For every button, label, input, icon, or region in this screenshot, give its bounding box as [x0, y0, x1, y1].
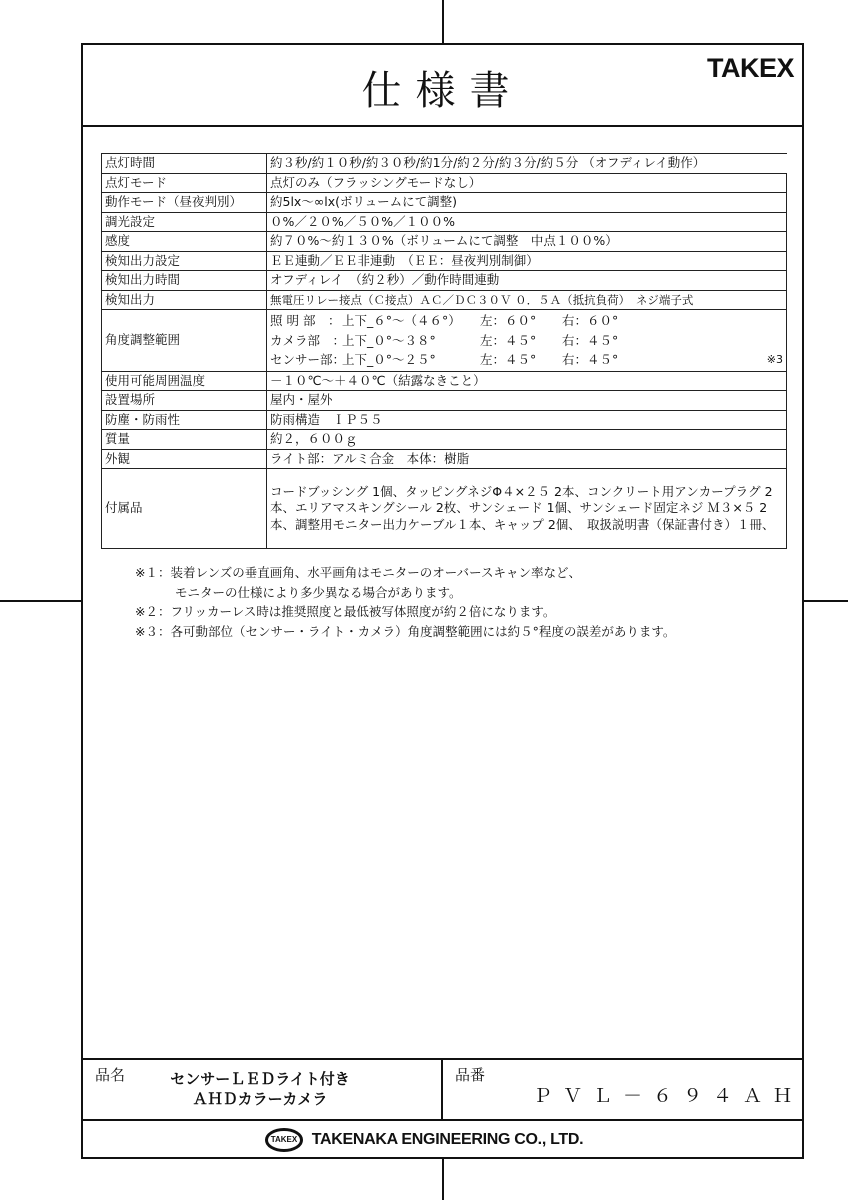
spec-value: －１０℃～＋４０℃（結露なきこと） [267, 371, 787, 391]
footnote-2: ※２：フリッカーレス時は推奨照度と最低被写体照度が約２倍になります。 [135, 604, 556, 619]
spec-value: 約5lx～∞lx(ボリュームにて調整) [267, 193, 787, 213]
table-row [102, 232, 787, 252]
footnotes [135, 563, 675, 641]
spec-label: 検知出力時間 [102, 271, 267, 291]
table-row-angle [102, 310, 787, 372]
spec-value: 防雨構造 ＩＰ５５ [267, 410, 787, 430]
product-name-label: 品名 [95, 1066, 126, 1084]
spec-label: 付属品 [102, 469, 267, 549]
table-row [102, 430, 787, 450]
spec-table [101, 153, 787, 549]
table-row [102, 391, 787, 411]
crop-mark-left [0, 600, 81, 602]
product-number: ＰＶＬ－６９４ＡＨ [533, 1085, 804, 1107]
table-row [102, 410, 787, 430]
spec-value: 屋内・屋外 [267, 391, 787, 411]
brand-logo: TAKEX [706, 53, 794, 83]
product-name: センサーＬＥＤライト付き ＡＨＤカラーカメラ [170, 1070, 350, 1108]
product-number-label: 品番 [455, 1066, 486, 1084]
angle-line-camera: カメラ部 ： 上下_０°～３８° 左：４５° 右：４５° [270, 332, 619, 348]
footer-divider-vertical [441, 1058, 443, 1120]
spec-value: ０%／２０%／５０%／１００% [267, 212, 787, 232]
table-row [102, 212, 787, 232]
spec-label: 感度 [102, 232, 267, 252]
header-section [83, 45, 802, 127]
spec-label: 防塵・防雨性 [102, 410, 267, 430]
spec-value: 約２，６００ｇ [267, 430, 787, 450]
spec-label: 検知出力 [102, 290, 267, 310]
spec-label: 使用可能周囲温度 [102, 371, 267, 391]
spec-value: ＥＥ連動／ＥＥ非連動 （ＥＥ：昼夜判別制御） [267, 251, 787, 271]
table-row [102, 271, 787, 291]
spec-value: ライト部：アルミ合金 本体：樹脂 [267, 449, 787, 469]
spec-label: 動作モード（昼夜判別） [102, 193, 267, 213]
table-row [102, 371, 787, 391]
spec-label: 設置場所 [102, 391, 267, 411]
spec-value: 無電圧リレー接点（Ｃ接点）ＡＣ／ＤＣ３０Ｖ ０．５Ａ（抵抗負荷） ネジ端子式 [267, 290, 787, 310]
company-name: TAKENAKA ENGINEERING CO., LTD. [311, 1131, 584, 1148]
spec-value: オフディレイ （約２秒）／動作時間連動 [267, 271, 787, 291]
page-title: 仕様書 [361, 68, 524, 114]
spec-label: 調光設定 [102, 212, 267, 232]
accessories-value: コードブッシング 1個、タッピングネジΦ４×２５ 2本、コンクリート用アンカープラグ 2本、エリアマスキングシール 2枚、サンシェード 1個、サンシェード固定ネジ Ｍ３×５ 2本、調整用モニター出力ケーブル１本、キャップ 2個、 取扱説明書（保証書付き）１冊、 [267, 469, 787, 549]
table-row-accessories [102, 469, 787, 549]
footnote-1-cont: モニターの仕様により多少異なる場合があります。 [175, 584, 462, 600]
table-row [102, 290, 787, 310]
spec-label: 外観 [102, 449, 267, 469]
table-row [102, 154, 787, 174]
table-row [102, 449, 787, 469]
spec-label: 角度調整範囲 [102, 310, 267, 372]
table-row [102, 173, 787, 193]
table-row [102, 251, 787, 271]
company-footer [0, 1128, 848, 1152]
crop-mark-top [442, 0, 444, 43]
table-row [102, 193, 787, 213]
spec-label: 検知出力設定 [102, 251, 267, 271]
angle-range-values [267, 310, 787, 372]
footnote-3: ※３：各可動部位（センサー・ライト・カメラ）角度調整範囲には約５°程度の誤差があります。 [135, 623, 676, 639]
spec-value: 約３秒/約１０秒/約３０秒/約1分/約２分/約３分/約５分 （オフディレイ動作） [267, 154, 787, 174]
angle-line-sensor: センサー部： 上下_０°～２５° 左：４５° 右：４５° ※3 [270, 352, 783, 367]
crop-mark-bottom [442, 1159, 444, 1200]
spec-value: 約７０%～約１３０%（ボリュームにて調整 中点１００%） [267, 232, 787, 252]
crop-mark-right [804, 600, 848, 602]
spec-label: 質量 [102, 430, 267, 450]
spec-value: 点灯のみ（フラッシングモードなし） [267, 173, 787, 193]
footnote-1: ※１：装着レンズの垂直画角、水平画角はモニターのオーバースキャン率など、 [135, 565, 582, 580]
angle-line-light: 照 明 部 ： 上下_６°～（４６°） 左：６０° 右：６０° [270, 313, 619, 328]
spec-label: 点灯モード [102, 173, 267, 193]
spec-label: 点灯時間 [102, 154, 267, 174]
company-logo: TAKEX [265, 1128, 304, 1152]
